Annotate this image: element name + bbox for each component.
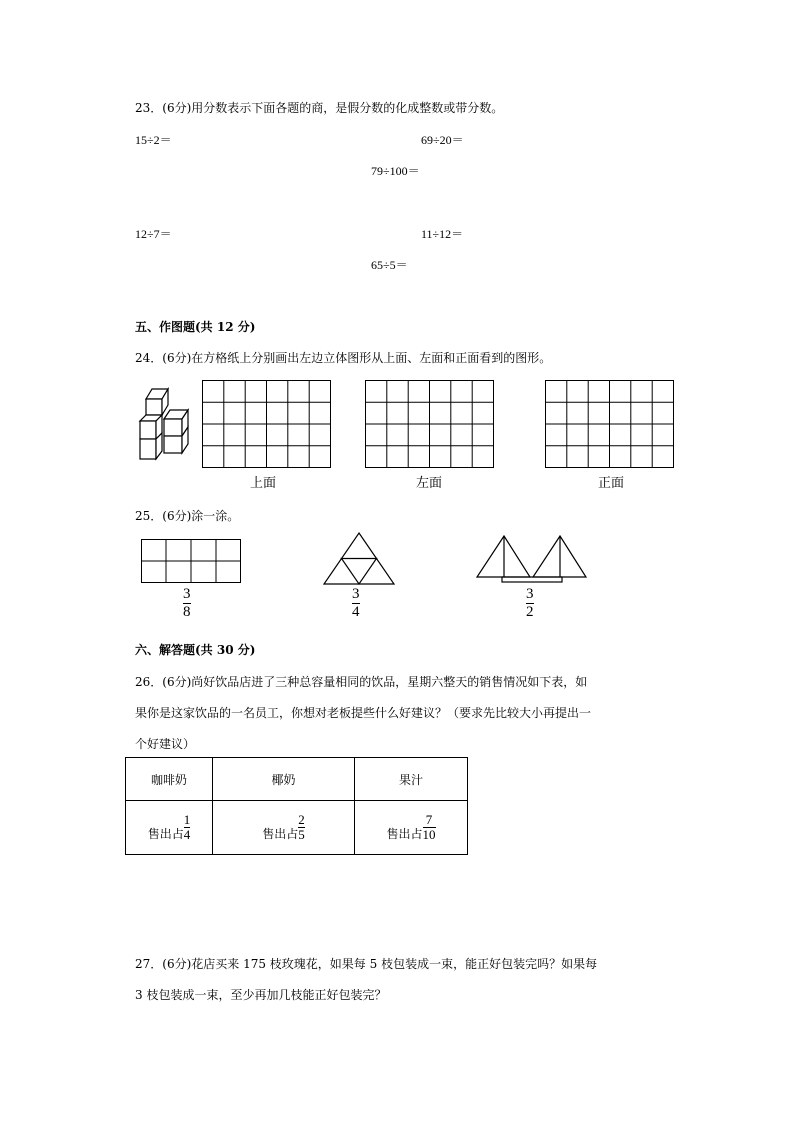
cell-coffee-milk (126, 801, 213, 855)
fraction-seven-tenths (423, 813, 436, 842)
fraction-three-eighths (183, 586, 191, 621)
q23-equation-3: 79÷100＝ (371, 164, 420, 178)
rectangle-eighths-shape (141, 539, 241, 583)
fraction-denominator: 5 (298, 827, 305, 842)
caption-left-view: 左面 (416, 476, 443, 491)
grid-top-view (202, 380, 331, 468)
fraction-three-halves (526, 586, 534, 621)
q23-equation-4: 12÷7＝ (135, 227, 172, 241)
two-triangles-halves-shape (476, 535, 588, 585)
fraction-numerator: 3 (526, 586, 534, 602)
q23-equation-6: 65÷5＝ (371, 258, 408, 272)
fraction-denominator: 8 (183, 604, 191, 620)
q23-equation-1: 15÷2＝ (135, 133, 172, 147)
q23-equation-2: 69÷20＝ (421, 133, 464, 147)
cell-juice (355, 801, 468, 855)
fraction-numerator: 1 (183, 812, 191, 827)
fraction-numerator: 3 (183, 586, 191, 602)
section-6-heading: 六、解答题(共 30 分) (135, 643, 256, 657)
sold-label: 售出占 (147, 827, 184, 841)
fraction-one-quarter (184, 813, 191, 842)
fraction-three-quarters (352, 586, 360, 621)
section-5-heading: 五、作图题(共 12 分) (135, 320, 256, 334)
grid-front-view (545, 380, 674, 468)
header-juice: 果汁 (355, 758, 468, 801)
caption-front-view: 正面 (598, 476, 625, 491)
drink-sales-table (125, 757, 468, 855)
q26-line-1: 26．(6分)尚好饮品店进了三种总容量相同的饮品，星期六整天的销售情况如下表，如 (135, 675, 588, 689)
q27-line-2: 3 枝包装成一束，至少再加几枝能正好包装完？ (135, 988, 387, 1002)
grid-left-view (365, 380, 494, 468)
fraction-numerator: 7 (425, 812, 433, 827)
cell-coconut-milk (213, 801, 355, 855)
q26-line-2: 果你是这家饮品的一名员工，你想对老板提些什么好建议？（要求先比较大小再提出一 (135, 706, 592, 720)
q23-equation-5: 11÷12＝ (421, 227, 464, 241)
fraction-numerator: 2 (298, 812, 305, 827)
table-header-row (126, 758, 468, 801)
fraction-denominator: 2 (526, 604, 534, 620)
q25-title: 25．(6分)涂一涂。 (135, 509, 240, 523)
caption-top-view: 上面 (250, 476, 277, 491)
header-coconut-milk: 椰奶 (213, 758, 355, 801)
fraction-denominator: 4 (183, 827, 191, 842)
sold-label: 售出占 (262, 827, 299, 841)
fraction-two-fifths (298, 813, 305, 842)
sold-label: 售出占 (386, 827, 423, 841)
q26-line-3: 个好建议） (135, 737, 196, 751)
fraction-numerator: 3 (352, 586, 360, 602)
fraction-denominator: 10 (422, 827, 436, 842)
q24-title: 24．(6分)在方格纸上分别画出左边立体图形从上面、左面和正面看到的图形。 (135, 351, 552, 365)
q27-line-1: 27．(6分)花店买来 175 枝玫瑰花，如果每 5 枝包装成一束，能正好包装完吗？如果每 (135, 957, 598, 971)
table-row (126, 801, 468, 855)
cube-stack-figure (136, 385, 196, 463)
triangle-quarters-shape (323, 532, 395, 585)
q23-title: 23．(6分)用分数表示下面各题的商，是假分数的化成整数或带分数。 (135, 101, 504, 115)
header-coffee-milk: 咖啡奶 (126, 758, 213, 801)
fraction-denominator: 4 (352, 604, 360, 620)
